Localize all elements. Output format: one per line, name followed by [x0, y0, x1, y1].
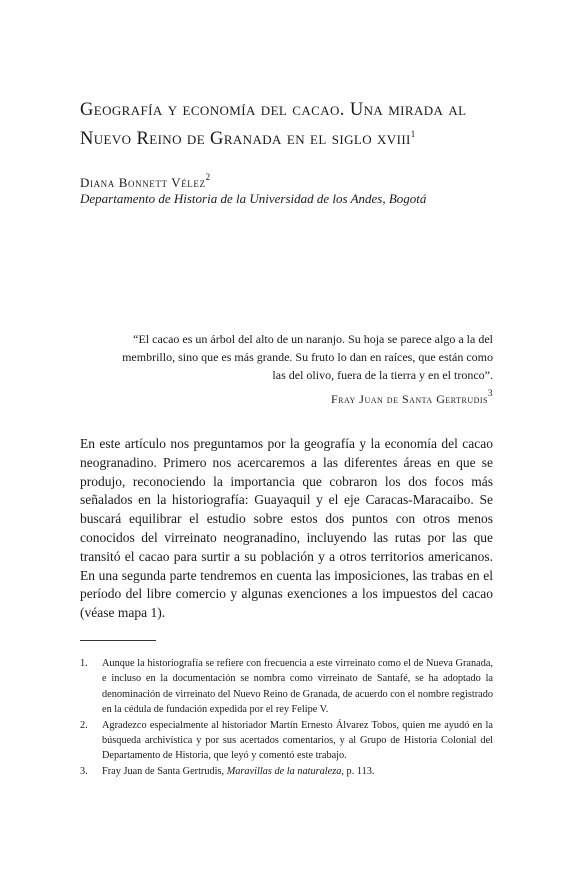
footnote-ref-3[interactable]: 3 [488, 388, 493, 398]
article-title [80, 99, 500, 151]
footnote-ref-1[interactable]: 1 [410, 128, 416, 139]
author-name-text: Diana Bonnett Vélez [80, 175, 206, 190]
footnote-divider [80, 640, 156, 641]
footnote-number: 2. [80, 719, 88, 731]
footnote-item [80, 656, 493, 718]
article-title-text: Geografía y economía del cacao. Una mirada al Nuevo Reino de Granada en el siglo xviii [80, 100, 467, 149]
author-affiliation: Departamento de Historia de la Universidad de los Andes, Bogotá [80, 191, 427, 206]
footnote-text: Agradezco especialmente al historiador Martín Ernesto Álvarez Tobos, quien me ayudó en la búsqueda archivística y por sus acertados comentarios, y al Grupo de Historia Colonial del Departamento de Historia, que leyó y comentó este trabajo. [102, 719, 493, 762]
footnote-text-suffix: , p. 113. [341, 765, 375, 777]
footnote-number: 1. [80, 658, 88, 669]
footnote-book-title: Maravillas de la naturaleza [226, 765, 342, 777]
author-name [80, 172, 211, 191]
footnote-text: Aunque la historiografía se refiere con frecuencia a este virreinato como el de Nueva Granada, e incluso en la documentación se nombra como virreinato de Santafé, se ha adoptado la denominación de virreinato del Nuevo Reino de Granada, de acuerdo con el nombre registrado en la cédula de fundación expedida por el rey Felipe V. [102, 658, 493, 716]
footnote-ref-2[interactable]: 2 [205, 172, 211, 182]
footnote-item [80, 764, 493, 779]
footnote-item [80, 718, 493, 764]
footnote-text-prefix: Fray Juan de Santa Gertrudis, [102, 765, 227, 777]
epigraph-author-text: Fray Juan de Santa Gertrudis [330, 392, 488, 406]
body-paragraph: En este artículo nos preguntamos por la geografía y la economía del cacao neogranadino. Primero nos acercaremos a las diferentes áreas en que se produjo, reconociendo la importancia que cobraron los dos focos más señalados en la historiografía: Guayaquil y el eje Caracas-Maracaibo. Se buscará equilibrar el estudio sobre estos dos puntos con otros menos conocidos del virreinato neogranadino, incluyendo las rutas por las que transitó el cacao para surtir a su población y a otros territorios americanos. En una segunda parte tendremos en cuenta las imposiciones, las trabas en el período del libre comercio y algunas exenciones a los impuestos del cacao (véase mapa 1). [80, 436, 493, 621]
epigraph-author [110, 384, 493, 408]
epigraph [110, 330, 493, 408]
epigraph-quote: “El cacao es un árbol del alto de un naranjo. Su hoja se parece algo a la del membrillo, sino que es más grande. Su fruto lo dan en raíces, que están como las del olivo, fuera de la tierra y en el tronco”. [122, 332, 493, 382]
footnote-number: 3. [80, 765, 88, 777]
footnotes-list [80, 656, 493, 779]
